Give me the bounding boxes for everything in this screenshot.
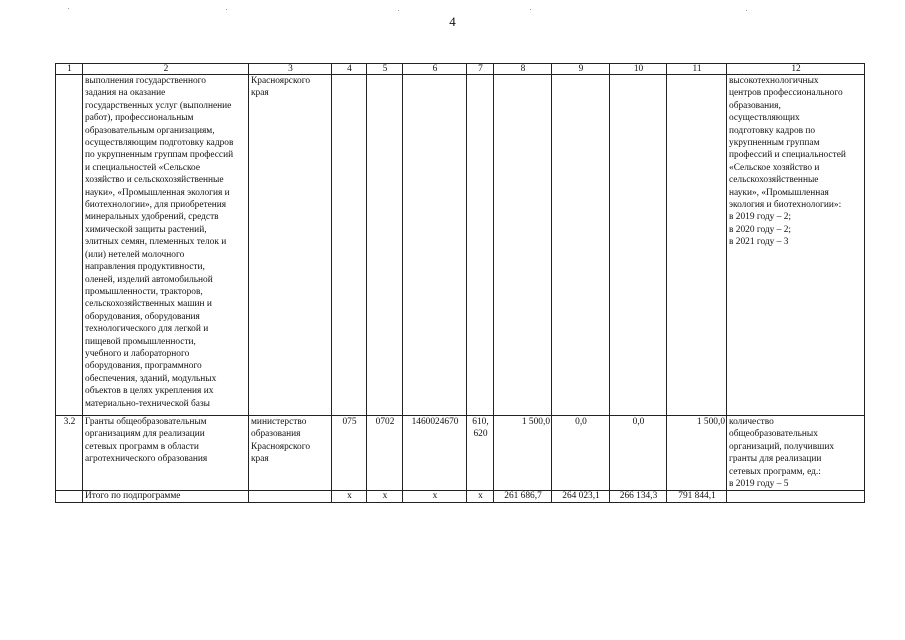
scan-speck: [226, 9, 227, 10]
csr-cell: [403, 75, 467, 416]
column-number: 3: [249, 64, 332, 75]
column-number: 2: [83, 64, 249, 75]
vr-cell: x: [467, 491, 494, 503]
year-2019-cell: 1 500,0: [494, 416, 552, 491]
executor-cell: Красноярского края: [249, 75, 332, 416]
row-number-cell: [56, 491, 83, 503]
activity-name-cell: Гранты общеобразовательным организациям для реализации сетевых программ в области агротехнического образования: [83, 416, 249, 491]
year-2021-cell: 0,0: [610, 416, 667, 491]
total-cell: 791 844,1: [667, 491, 727, 503]
executor-cell: [249, 491, 332, 503]
grbs-cell: x: [332, 491, 367, 503]
row-number-cell: [56, 75, 83, 416]
grbs-cell: 075: [332, 416, 367, 491]
column-number: 5: [367, 64, 403, 75]
table-row: [56, 75, 865, 416]
total-cell: 1 500,0: [667, 416, 727, 491]
total-cell: [667, 75, 727, 416]
activity-name-cell: выполнения государственного задания на оказание государственных услуг (выполнение работ), профессиональным образовательным организациям, осуществляющим подготовку кадров по укрупненным группам профессий и специальностей «Сельское хозяйство и сельскохозяйственные науки», «Промышленная экология и биотехнологии», для приобретения минеральных удобрений, средств химической защиты растений, элитных семян, племенных телок и (или) нетелей молочного направления продуктивности, оленей, изделий автомобильной промышленности, тракторов, сельскохозяйственных машин и оборудования, оборудования технологического для легкой и пищевой промышленности, учебного и лабораторного оборудования, программного обеспечения, зданий, модульных объектов в целях укрепления их материально-технической базы: [83, 75, 249, 416]
column-number: 11: [667, 64, 727, 75]
subtotal-row: [56, 491, 865, 503]
column-number: 8: [494, 64, 552, 75]
csr-cell: 1460024670: [403, 416, 467, 491]
expected-result-cell: высокотехнологичных центров профессионального образования, осуществляющих подготовку кадров по укрупненным группам профессий и специальностей «Сельское хозяйство и сельскохозяйственные науки», «Промышленная экология и биотехнологии»: в 2019 году – 2; в 2020 году – 2; в 2021 году – 3: [727, 75, 865, 416]
rzpr-cell: 0702: [367, 416, 403, 491]
column-number: 1: [56, 64, 83, 75]
column-number: 4: [332, 64, 367, 75]
executor-cell: министерство образования Красноярского края: [249, 416, 332, 491]
column-number: 6: [403, 64, 467, 75]
scan-speck: [530, 9, 531, 10]
rzpr-cell: [367, 75, 403, 416]
vr-cell: 610, 620: [467, 416, 494, 491]
program-activities-table: [55, 63, 865, 503]
csr-cell: x: [403, 491, 467, 503]
grbs-cell: [332, 75, 367, 416]
year-2021-cell: 266 134,3: [610, 491, 667, 503]
scan-speck: [746, 10, 747, 11]
year-2020-cell: 0,0: [552, 416, 610, 491]
expected-result-cell: [727, 491, 865, 503]
column-number: 9: [552, 64, 610, 75]
page-number: 4: [449, 14, 456, 29]
year-2020-cell: 264 023,1: [552, 491, 610, 503]
row-number-cell: 3.2: [56, 416, 83, 491]
scan-speck: [68, 8, 69, 9]
year-2019-cell: 261 686,7: [494, 491, 552, 503]
year-2019-cell: [494, 75, 552, 416]
column-number: 10: [610, 64, 667, 75]
year-2020-cell: [552, 75, 610, 416]
rzpr-cell: x: [367, 491, 403, 503]
vr-cell: [467, 75, 494, 416]
table-row: [56, 416, 865, 491]
column-number-row: [56, 64, 865, 75]
subtotal-label-cell: Итого по подпрограмме: [83, 491, 249, 503]
year-2021-cell: [610, 75, 667, 416]
column-number: 7: [467, 64, 494, 75]
column-number: 12: [727, 64, 865, 75]
scan-speck: [398, 10, 399, 11]
expected-result-cell: количество общеобразовательных организаций, получивших гранты для реализации сетевых программ, ед.: в 2019 году – 5: [727, 416, 865, 491]
